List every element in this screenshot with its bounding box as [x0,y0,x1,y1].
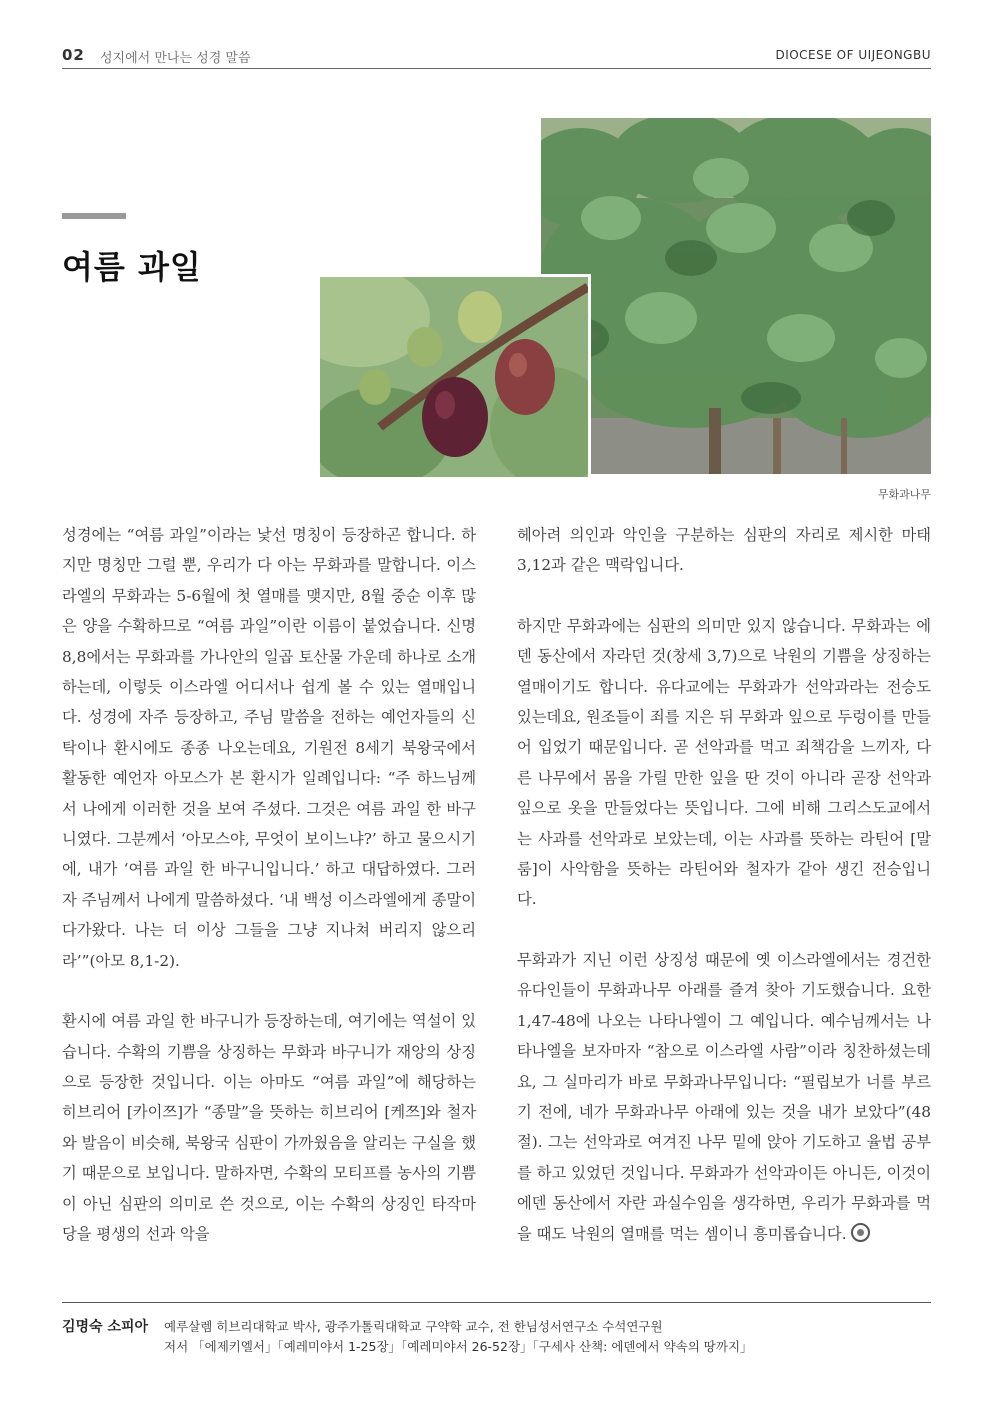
fig-tree-photo [541,118,931,474]
author-bio: 예루살렘 히브리대학교 박사, 광주가톨릭대학교 구약학 교수, 전 한님성서연구소 수석연구원 [164,1319,663,1334]
author-name: 김명숙 소피아 [62,1319,149,1335]
fig-fruit-photo [320,274,591,477]
photo-caption: 무화과나무 [877,488,931,501]
paragraph-last [517,945,931,1249]
paragraph: 하지만 무화과에는 심판의 의미만 있지 않습니다. 무화과는 에덴 동산에서 자라던 것(창세 3,7)으로 낙원의 기쁨을 상징하는 열매이기도 합니다. 유다교에는 무화과가 선악과라는 전승도 있는데요, 원조들이 죄를 지은 뒤 무화과 잎으로 두렁이를 만들어 입었기 때문입니다. 곧 선악과를 먹고 죄책감을 느끼자, 다른 나무에서 몸을 가릴 만한 잎을 딴 것이 아니라 곧장 선악과 잎으로 옷을 만들었다는 뜻입니다. 그에 비해 그리스도교에서는 사과를 선악과로 보았는데, 이는 사과를 뜻하는 라틴어 [말룸]이 사악함을 뜻하는 라틴어와 철자가 같아 생긴 전승입니다. [517,616,931,909]
author-works: 저서 「에제키엘서」「예레미야서 1-25장」「예레미야서 26-52장」「구세사 산책: 에덴에서 약속의 땅까지」 [164,1339,753,1354]
paragraph-text: 무화과가 지닌 이런 상징성 때문에 옛 이스라엘에서는 경건한 유다인들이 무화과나무 아래를 즐겨 찾아 기도했습니다. 요한 1,47-48에 나오는 나타나엘이 그 예입니다. 예수님께서는 나타나엘을 보자마자 “참으로 이스라엘 사람”이라 칭찬하셨는데요, 그 실마리가 바로 무화과나무입니다: “필립보가 너를 부르기 전에, 네가 무화과나무 아래에 있는 것을 내가 보았다”(48절). 그는 선악과로 여겨진 나무 밑에 앉아 기도하고 율법 공부를 하고 있었던 것입니다. 무화과가 선악과이든 아니든, 이것이 에덴 동산에서 자란 과실수임을 생각하면, 우리가 무화과를 먹을 때도 낙원의 열매를 먹는 셈이니 흥미롭습니다. [517,950,931,1243]
section-title: 성지에서 만나는 성경 말씀 [100,51,251,66]
fig-tree-illustration [541,118,931,474]
end-mark-icon [851,1223,870,1242]
paragraph: 성경에는 “여름 과일”이라는 낯선 명칭이 등장하곤 합니다. 하지만 명칭만 그럴 뿐, 우리가 다 아는 무화과를 말합니다. 이스라엘의 무화과는 5-6월에 첫 열매를 맺지만, 8월 중순 이후 많은 양을 수확하므로 “여름 과일”이란 이름이 붙었습니다. 신명 8,8에서는 무화과를 가나안의 일곱 토산물 가운데 하나로 소개하는데, 이렇듯 이스라엘 어디서나 쉽게 볼 수 있는 열매입니다. 성경에 자주 등장하고, 주님 말씀을 전하는 예언자들의 신탁이나 환시에도 종종 나오는데요, 기원전 8세기 북왕국에서 활동한 예언자 아모스가 본 환시가 일례입니다: “주 하느님께서 나에게 이러한 것을 보여 주셨다. 그것은 여름 과일 한 바구니였다. 그분께서 ‘아모스야, 무엇이 보이느냐?’ 하고 물으시기에, 내가 ‘여름 과일 한 바구니입니다.’ 하고 대답하였다. 그러자 주님께서 나에게 말씀하셨다. ‘내 백성 이스라엘에게 종말이 다가왔다. 나는 더 이상 그들을 그냥 지나쳐 버리지 않으리라’”(아모 8,1-2). [62,526,476,970]
body-column-right [517,520,931,1249]
body-column-left [62,520,476,1249]
fig-fruit-illustration [320,277,588,477]
paragraph: 환시에 여름 과일 한 바구니가 등장하는데, 여기에는 역설이 있습니다. 수확의 기쁨을 상징하는 무화과 바구니가 재앙의 상징으로 등장한 것입니다. 이는 아마도 “여름 과일”에 해당하는 히브리어 [카이쯔]가 “종말”을 뜻하는 히브리어 [케쯔]와 철자와 발음이 비슷해, 북왕국 심판이 가까웠음을 알리는 구실을 했기 때문으로 보입니다. 말하자면, 수확의 모티프를 농사의 기쁨이 아닌 심판의 의미로 쓴 것으로, 이는 수확의 상징인 타작마당을 평생의 선과 악을 [62,1012,476,1243]
page-header [62,44,931,69]
footer-divider [62,1302,931,1303]
title-accent-bar [62,213,126,219]
publisher-name: DIOCESE OF UIJEONGBU [775,48,931,62]
page-number: 02 [62,46,85,64]
article-title: 여름 과일 [62,248,202,286]
paragraph: 헤아려 의인과 악인을 구분하는 심판의 자리로 제시한 마태 3,12과 같은 맥락입니다. [517,526,931,575]
